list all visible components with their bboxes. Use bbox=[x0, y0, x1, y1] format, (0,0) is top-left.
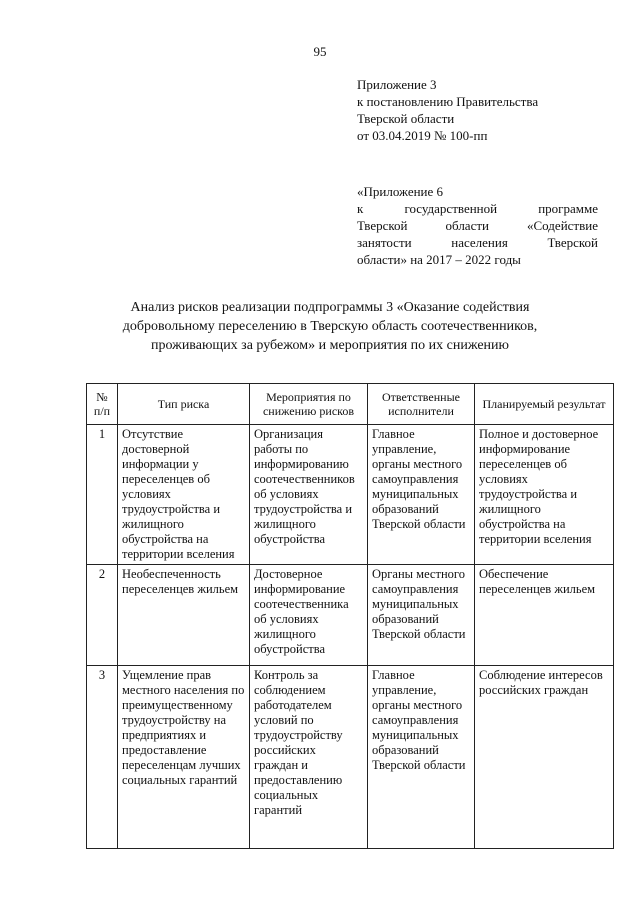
cell-result: Обеспечение переселенцев жильем bbox=[475, 565, 614, 666]
cell-num: 1 bbox=[87, 425, 118, 565]
cell-executors: Главное управление, органы местного самоуправления муниципальных образований Тверской области bbox=[368, 425, 475, 565]
cell-result: Полное и достоверное информирование переселенцев об условиях трудоустройства и жилищного обустройства на территории вселения bbox=[475, 425, 614, 565]
page-number: 95 bbox=[313, 44, 327, 59]
appendix-reference bbox=[357, 76, 607, 144]
program-line bbox=[357, 234, 598, 251]
program-line bbox=[357, 200, 598, 217]
cell-measures: Организация работы по информированию соотечественников об условиях трудоустройства и жилищного обустройства bbox=[250, 425, 368, 565]
header-result: Планируемый результат bbox=[475, 384, 614, 425]
program-word: «Содействие bbox=[527, 218, 598, 233]
program-line: области» на 2017 – 2022 годы bbox=[357, 252, 521, 267]
table-row bbox=[87, 425, 614, 565]
header-measures: Мероприятия по снижению рисков bbox=[250, 384, 368, 425]
title-line: Анализ рисков реализации подпрограммы 3 «Оказание содействия bbox=[130, 300, 530, 315]
program-word: Тверской bbox=[357, 218, 408, 233]
document-title bbox=[110, 298, 550, 355]
cell-risk-type: Отсутствие достоверной информации у переселенцев об условиях трудоустройства и жилищного обустройства на территории вселения bbox=[118, 425, 250, 565]
program-word: Тверской bbox=[547, 235, 598, 250]
program-word: занятости bbox=[357, 235, 412, 250]
cell-num: 3 bbox=[87, 666, 118, 849]
cell-measures: Достоверное информирование соотечественника об условиях жилищного обустройства bbox=[250, 565, 368, 666]
table-header-row bbox=[87, 384, 614, 425]
title-line: добровольному переселению в Тверскую область соотечественников, bbox=[122, 319, 538, 334]
program-word: к bbox=[357, 201, 364, 216]
program-line bbox=[357, 217, 598, 234]
program-word: населения bbox=[451, 235, 508, 250]
appendix-line: Тверской области bbox=[357, 111, 455, 126]
cell-executors: Главное управление, органы местного самоуправления муниципальных образований Тверской области bbox=[368, 666, 475, 849]
title-line: проживающих за рубежом» и мероприятия по их снижению bbox=[151, 338, 509, 353]
program-word: программе bbox=[538, 201, 598, 216]
program-reference bbox=[357, 183, 598, 268]
cell-risk-type: Ущемление прав местного населения по преимущественному трудоустройству на предприятиях и предоставление переселенцам лучших социальных гарантий bbox=[118, 666, 250, 849]
appendix-line: Приложение 3 bbox=[357, 77, 437, 92]
header-executors: Ответственные исполнители bbox=[368, 384, 475, 425]
appendix-line: к постановлению Правительства bbox=[357, 94, 539, 109]
program-word: государственной bbox=[404, 201, 498, 216]
cell-num: 2 bbox=[87, 565, 118, 666]
cell-executors: Органы местного самоуправления муниципальных образований Тверской области bbox=[368, 565, 475, 666]
cell-result: Соблюдение интересов российских граждан bbox=[475, 666, 614, 849]
program-word: области bbox=[445, 218, 489, 233]
risk-analysis-table bbox=[86, 383, 614, 849]
table-row bbox=[87, 666, 614, 849]
header-risk-type: Тип риска bbox=[118, 384, 250, 425]
cell-risk-type: Необеспеченность переселенцев жильем bbox=[118, 565, 250, 666]
appendix-line: от 03.04.2019 № 100-пп bbox=[357, 128, 488, 143]
program-line: «Приложение 6 bbox=[357, 184, 444, 199]
cell-measures: Контроль за соблюдением работодателем условий по трудоустройству российских граждан и предоставлению социальных гарантий bbox=[250, 666, 368, 849]
header-num: № п/п bbox=[87, 384, 118, 425]
table-row bbox=[87, 565, 614, 666]
